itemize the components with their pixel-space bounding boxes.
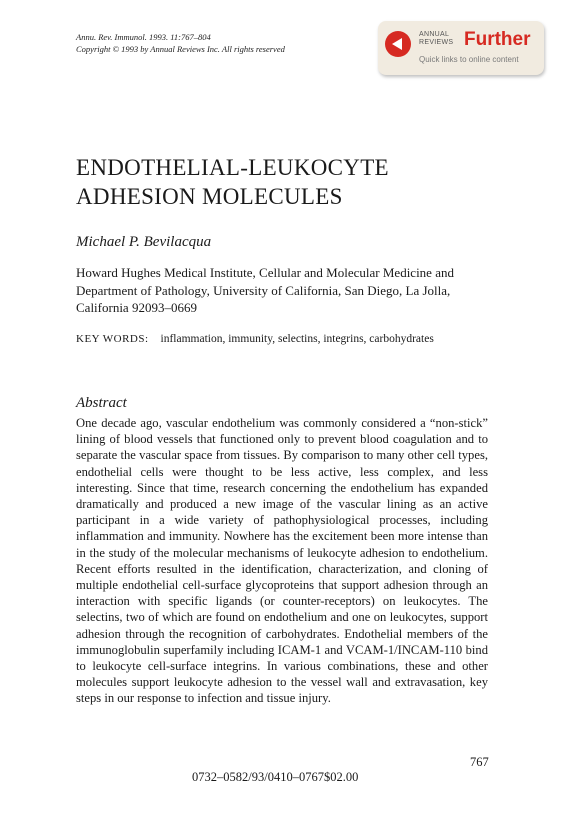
page-number: 767 <box>470 755 489 769</box>
journal-citation: Annu. Rev. Immunol. 1993. 11:767–804 <box>76 32 211 42</box>
keywords-label: KEY WORDS: <box>76 333 149 345</box>
badge-annual: ANNUAL <box>419 31 450 38</box>
badge-reviews: REVIEWS <box>419 39 454 46</box>
author-name: Michael P. Bevilacqua <box>76 234 212 250</box>
issn-code: 0732–0582/93/0410–0767$02.00 <box>192 770 359 784</box>
title-line-2: ADHESION MOLECULES <box>76 184 343 209</box>
copyright-notice: Copyright © 1993 by Annual Reviews Inc. All rights reserved <box>76 44 285 54</box>
arrow-left-icon <box>392 38 402 50</box>
badge-tagline: Quick links to online content <box>419 55 519 64</box>
keywords-values: inflammation, immunity, selectins, integrins, carbohydrates <box>160 333 434 345</box>
title-line-1: ENDOTHELIAL-LEUKOCYTE <box>76 155 389 180</box>
keywords <box>76 333 434 345</box>
article-title <box>76 153 516 211</box>
affiliation: Howard Hughes Medical Institute, Cellular and Molecular Medicine and Department of Pathology, University of California, San Diego, La Jolla, California 92093–0669 <box>76 265 454 315</box>
badge-circle <box>385 31 411 57</box>
abstract-body: One decade ago, vascular endothelium was commonly considered a “non-stick” lining of blood vessels that functioned only to prevent blood coagulation and to separate the vascular space from tissues. By comparison to many other cell types, endothelial cells were thought to be less active, less complex, and less interesting. Since that time, research concerning the endothelium has expanded dramatically and produced a new image of the vascular lining as an active participant in a wide variety of pathophysiological processes, including inflammation and immunity. Nowhere has the excitement been more intense than in the study of the molecular mechanisms of leukocyte adhesion to endothelium. Recent efforts resulted in the identification, characterization, and cloning of multiple endothelial cell-surface glycoproteins that support adhesion through an interaction with specific ligands (or counter-receptors) on leukocytes. The selectins, two of which are found on endothelium and one on leukocytes, support adhesion through the recognition of carbohydrates. Endothelial members of the immunoglobulin superfamily including ICAM-1 and VCAM-1/INCAM-110 bind to leukocyte cell-surface integrins. In various combinations, these and other molecules support leukocyte adhesion to the vessel wall and extravasation, key steps in our response to infection and tissue injury. <box>76 416 488 706</box>
further-badge[interactable] <box>378 21 544 75</box>
badge-further: Further <box>464 29 531 50</box>
header-meta <box>76 31 285 55</box>
abstract-heading: Abstract <box>76 395 127 411</box>
